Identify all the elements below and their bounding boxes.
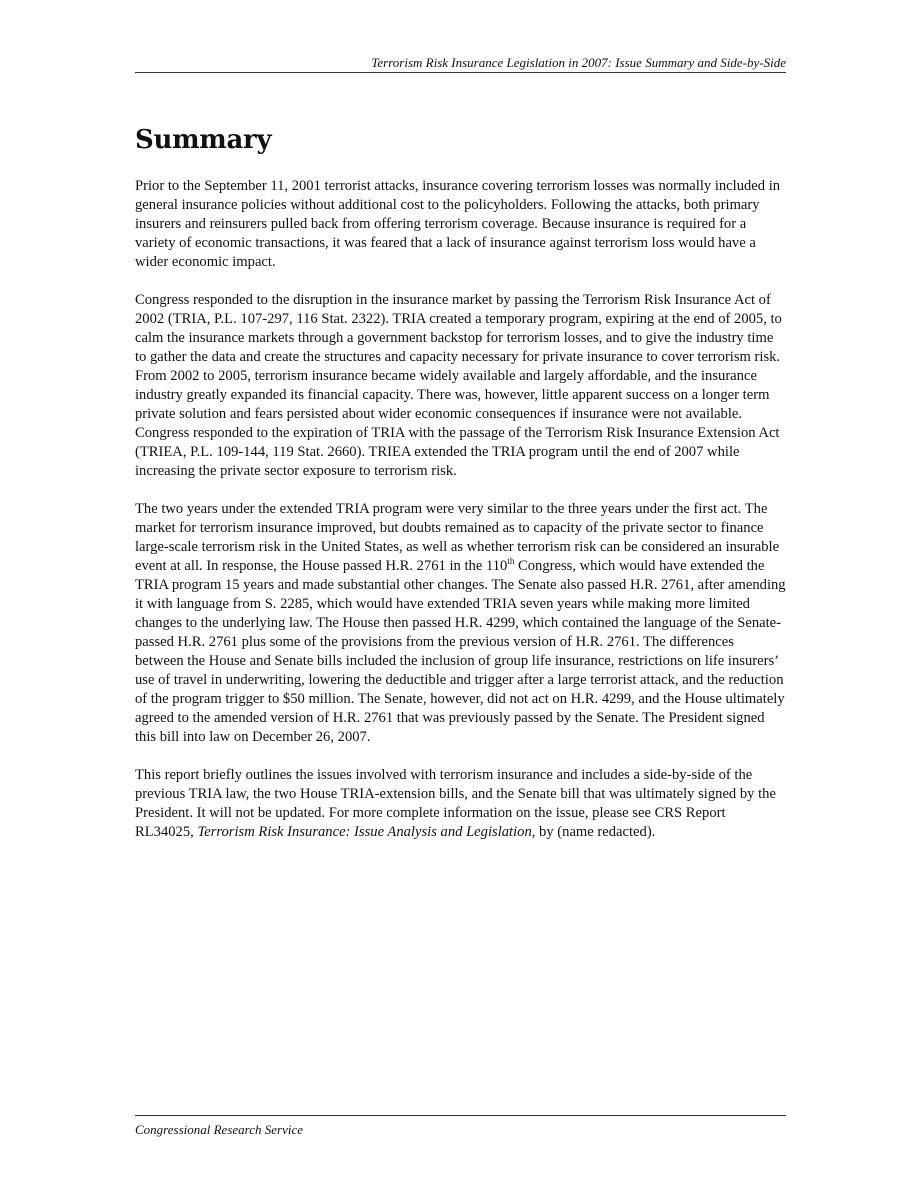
paragraph-3-text-a: The two years under the extended TRIA program were very similar to the three years under the first act. The market for terrorism insurance improved, but doubts remained as to capacity of the private sector to finance large-scale terrorism risk in the United States, as well as whether terrorism risk can be considered an insurable event at all. In response, the House passed H.R. 2761 in the 110	[135, 501, 780, 574]
ordinal-superscript: th	[507, 556, 515, 566]
report-title-citation: Terrorism Risk Insurance: Issue Analysis and Legislation	[197, 824, 532, 840]
running-footer	[135, 1115, 786, 1139]
paragraph-4-text-b: , by (name redacted).	[531, 824, 656, 840]
running-header-title: Terrorism Risk Insurance Legislation in 2007: Issue Summary and Side-by-Side	[371, 55, 786, 70]
footer-organization: Congressional Research Service	[135, 1122, 303, 1137]
paragraph-2: Congress responded to the disruption in the insurance market by passing the Terrorism Risk Insurance Act of 2002 (TRIA, P.L. 107-297, 116 Stat. 2322). TRIA created a temporary program, expiring at the end of 2005, to calm the insurance markets through a government backstop for terrorism losses, and to give the industry time to gather the data and create the structures and capacity necessary for private insurance to cover terrorism risk. From 2002 to 2005, terrorism insurance became widely available and largely affordable, and the insurance industry greatly expanded its financial capacity. There was, however, little apparent success on a longer term private solution and fears persisted about wider economic consequences if insurance were not available. Congress responded to the expiration of TRIA with the passage of the Terrorism Risk Insurance Extension Act (TRIEA, P.L. 109-144, 119 Stat. 2660). TRIEA extended the TRIA program until the end of 2007 while increasing the private sector exposure to terrorism risk.	[135, 292, 782, 479]
paragraph-3	[135, 500, 786, 747]
paragraph-4-text-a: This report briefly outlines the issues involved with terrorism insurance and includes a side-by-side of the previous TRIA law, the two House TRIA-extension bills, and the Senate bill that was ultimately signed by the President. It will not be updated. For more complete information on the issue, please see CRS Report RL34025,	[135, 767, 776, 840]
page-title: Summary	[135, 125, 272, 155]
body-text	[135, 177, 786, 861]
paragraph-4	[135, 766, 786, 842]
paragraph-1: Prior to the September 11, 2001 terrorist attacks, insurance covering terrorism losses was normally included in general insurance policies without additional cost to the policyholders. Following the attacks, both primary insurers and reinsurers pulled back from offering terrorism coverage. Because insurance is required for a variety of economic transactions, it was feared that a lack of insurance against terrorism loss would have a wider economic impact.	[135, 178, 781, 270]
running-header	[135, 54, 786, 73]
paragraph-3-text-b: Congress, which would have extended the TRIA program 15 years and made substantial other changes. The Senate also passed H.R. 2761, after amending it with language from S. 2285, which would have extended TRIA seven years while making more limited changes to the underlying law. The House then passed H.R. 4299, which contained the language of the Senate-passed H.R. 2761 plus some of the provisions from the previous version of H.R. 2761. The differences between the House and Senate bills included the inclusion of group life insurance, restrictions on life insurers’ use of travel in underwriting, lowering the deductible and trigger after a large terrorist attack, and the reduction of the program trigger to $50 million. The Senate, however, did not act on H.R. 4299, and the House ultimately agreed to the amended version of H.R. 2761 that was previously passed by the Senate. The President signed this bill into law on December 26, 2007.	[135, 558, 786, 745]
